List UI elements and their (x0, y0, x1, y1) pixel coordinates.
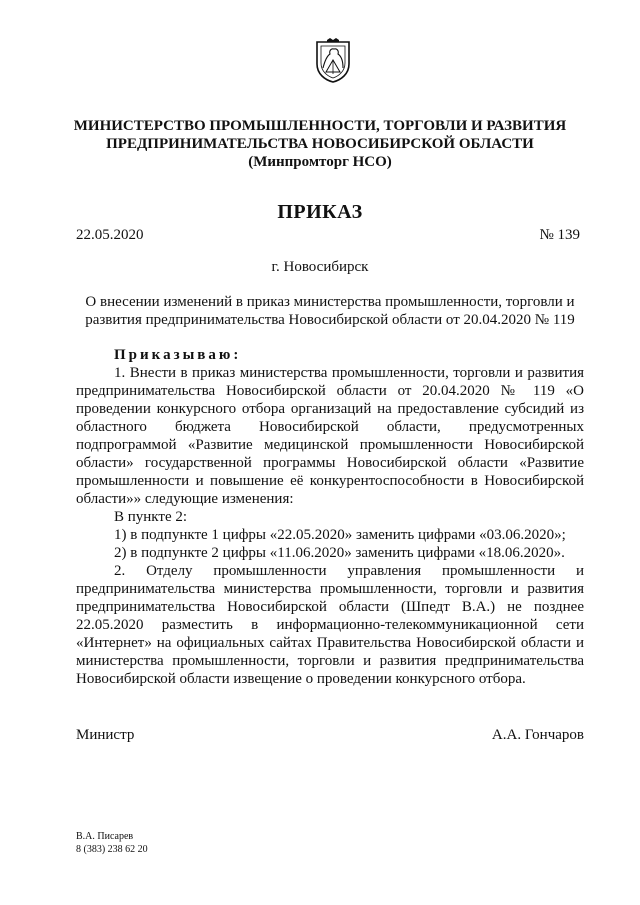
document-title: ПРИКАЗ (277, 201, 363, 223)
paragraph-item2: 2. Отделу промышленности управления промышленности и предпринимательства министерства промышленности, торговли и развития предпринимательства Новосибирской области (Шпедт В.А.) не позднее 22.05.2020 разместить в информационно-телекоммуникационной сети «Интернет» на официальных сайтах Правительства Новосибирской области и министерства промышленности, торговли и развития предпринимательства Новосибирской области извещение о проведении конкурсного отбора. (76, 563, 584, 687)
org-name-line1: МИНИСТЕРСТВО ПРОМЫШЛЕННОСТИ, ТОРГОВЛИ И РАЗВИТИЯ (73, 118, 567, 134)
signature-role: Министр (76, 727, 135, 743)
org-short-name: (Минпромторг НСО) (248, 154, 392, 170)
paragraph-item1-sub2: 2) в подпункте 2 цифры «11.06.2020» заменить цифрами «18.06.2020». (114, 545, 565, 561)
contact-block (76, 830, 148, 856)
document-subject: О внесении изменений в приказ министерства промышленности, торговли и развития предпринимательства Новосибирской области от 20.04.2020 № 119 (85, 294, 575, 328)
signature-name: А.А. Гончаров (491, 727, 584, 743)
document-city: г. Новосибирск (271, 259, 369, 275)
contact-name: В.А. Писарев (76, 831, 134, 842)
org-name-line2: ПРЕДПРИНИМАТЕЛЬСТВА НОВОСИБИРСКОЙ ОБЛАСТИ (106, 136, 534, 152)
order-word: Приказываю: (114, 347, 242, 363)
document-date: 22.05.2020 (76, 227, 144, 243)
document-number: № 139 (539, 227, 580, 243)
contact-phone: 8 (383) 238 62 20 (76, 844, 148, 855)
coat-of-arms-icon (313, 38, 353, 84)
document-body (76, 346, 584, 688)
paragraph-item1: 1. Внести в приказ министерства промышленности, торговли и развития предпринимательства Новосибирской области от 20.04.2020 № 119 «О проведении конкурсного отбора организаций на предоставление субсидий из областного бюджета Новосибирской области, предусмотренных подпрограммой «Развитие медицинской промышленности Новосибирской области» государственной программы Новосибирской области «Развитие промышленности и повышение её конкурентоспособности в Новосибирской области»» следующие изменения: (76, 365, 584, 507)
paragraph-item1-sub1: 1) в подпункте 1 цифры «22.05.2020» заменить цифрами «03.06.2020»; (114, 527, 566, 543)
paragraph-item1-intro: В пункте 2: (114, 509, 188, 525)
